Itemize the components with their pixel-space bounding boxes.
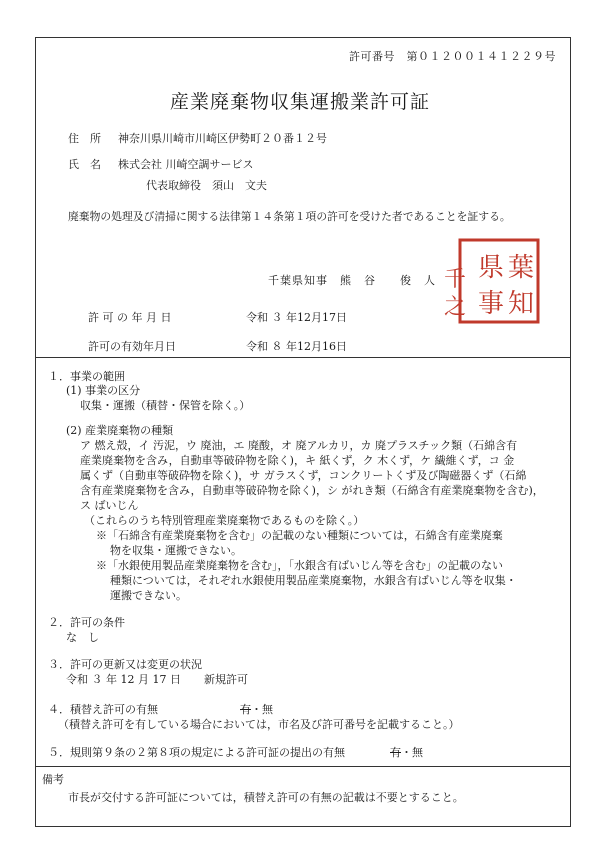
remarks-label: 備考 (42, 773, 64, 786)
waste-types-line: 含有産業廃棄物を含み，自動車等破砕物を除く)，シ がれき類（石綿含有産業廃棄物を含む)， (80, 484, 544, 497)
seal-char: 千 (444, 267, 467, 292)
permit-number: 許可番号 第０１２００１４１２２９号 (349, 50, 556, 63)
renewal-date: 令和 ３ 年 12 月 17 日 (66, 673, 181, 686)
seal-char: 葉 (508, 253, 535, 283)
business-type-value: 収集・運搬（積替・保管を除く。） (80, 399, 251, 412)
section-2-heading: ２．許可の条件 (48, 616, 125, 629)
option-no: 無 (262, 703, 273, 716)
seal-char: 知 (508, 289, 535, 319)
representative-name: 代表取締役 須山 文夫 (146, 179, 267, 192)
section-4-heading: ４．積替え許可の有無 (48, 703, 158, 716)
transshipment-option (240, 701, 273, 717)
permit-date-label: 許 可 の 年 月 日 (88, 311, 172, 324)
waste-types-line: 属くず（自動車等破砕物を除く)，サ ガラスくず，コンクリートくず及び陶磁器くず（石綿 (80, 469, 527, 482)
section-3-heading: ３．許可の更新又は変更の状況 (48, 658, 202, 671)
mercury-note-line: 運搬できない。 (110, 589, 187, 602)
option-separator: ・ (401, 746, 412, 759)
seal-char: 之 (444, 295, 467, 320)
waste-types-line: 産業廃棄物を含み，自動車等破砕物を除く)，キ 紙くず，ク 木くず，ケ 繊維くず，コ 金 (80, 454, 515, 467)
business-type-heading: (1) 事業の区分 (66, 384, 141, 397)
page-title: 産業廃棄物収集運搬業許可証 (169, 91, 430, 113)
asbestos-note-line: 物を収集・運搬できない。 (110, 544, 242, 557)
mercury-note-line: ※「水銀使用製品産業廃棄物を含む」，「水銀含有ばいじん等を含む」の記載のない (96, 559, 503, 572)
option-separator: ・ (251, 703, 262, 716)
permit-conditions-value: な し (66, 631, 99, 644)
name-label: 氏 名 (68, 158, 101, 171)
option-no: 無 (412, 746, 423, 759)
address-label: 住 所 (68, 132, 101, 145)
renewal-status: 新規許可 (204, 673, 248, 686)
permit-date-value: 令和 ３ 年12月17日 (246, 311, 347, 324)
company-name: 株式会社 川崎空調サービス (118, 158, 254, 171)
seal-char: 県 (478, 253, 505, 283)
option-yes-struck: 有 (240, 703, 251, 716)
section-5-heading: ５．規則第９条の２第８項の規定による許可証の提出の有無 (48, 746, 345, 759)
asbestos-note-line: ※「石綿含有産業廃棄物を含む」の記載のない種類については，石綿含有産業廃棄 (96, 529, 503, 542)
seal-char: 事 (478, 289, 505, 319)
remarks-text: 市長が交付する許可証については，積替え許可の有無の記載は不要とすること。 (68, 791, 464, 804)
section-1-heading: １．事業の範囲 (48, 370, 125, 383)
waste-types-line: ア 燃え殻，イ 汚泥，ウ 廃油，エ 廃酸，オ 廃アルカリ，カ 廃プラスチック類（石綿含有 (80, 439, 518, 452)
divider (35, 766, 571, 767)
submission-option (390, 744, 423, 760)
valid-until-value: 令和 ８ 年12月16日 (246, 340, 347, 353)
special-waste-note: （これらのうち特別管理産業廃棄物であるものを除く。） (84, 514, 365, 527)
waste-types-heading: (2) 産業廃棄物の種類 (66, 424, 174, 437)
address-value: 神奈川県川崎市川崎区伊勢町２０番１２号 (118, 132, 327, 145)
divider (35, 357, 571, 358)
valid-until-label: 許可の有効年月日 (88, 340, 176, 353)
option-yes-struck: 有 (390, 746, 401, 759)
issuer-name: 千葉県知事 熊 谷 俊 人 (268, 274, 436, 287)
waste-types-line: ス ばいじん (80, 499, 139, 512)
mercury-note-line: 種類については，それぞれ水銀使用製品産業廃棄物，水銀含有ばいじん等を収集・ (110, 574, 517, 587)
certification-statement: 廃棄物の処理及び清掃に関する法律第１４条第１項の許可を受けた者であることを証する。 (68, 210, 511, 223)
official-seal-icon (430, 238, 542, 324)
transshipment-note: （積替え許可を有している場合においては，市名及び許可番号を記載すること。） (58, 718, 460, 731)
